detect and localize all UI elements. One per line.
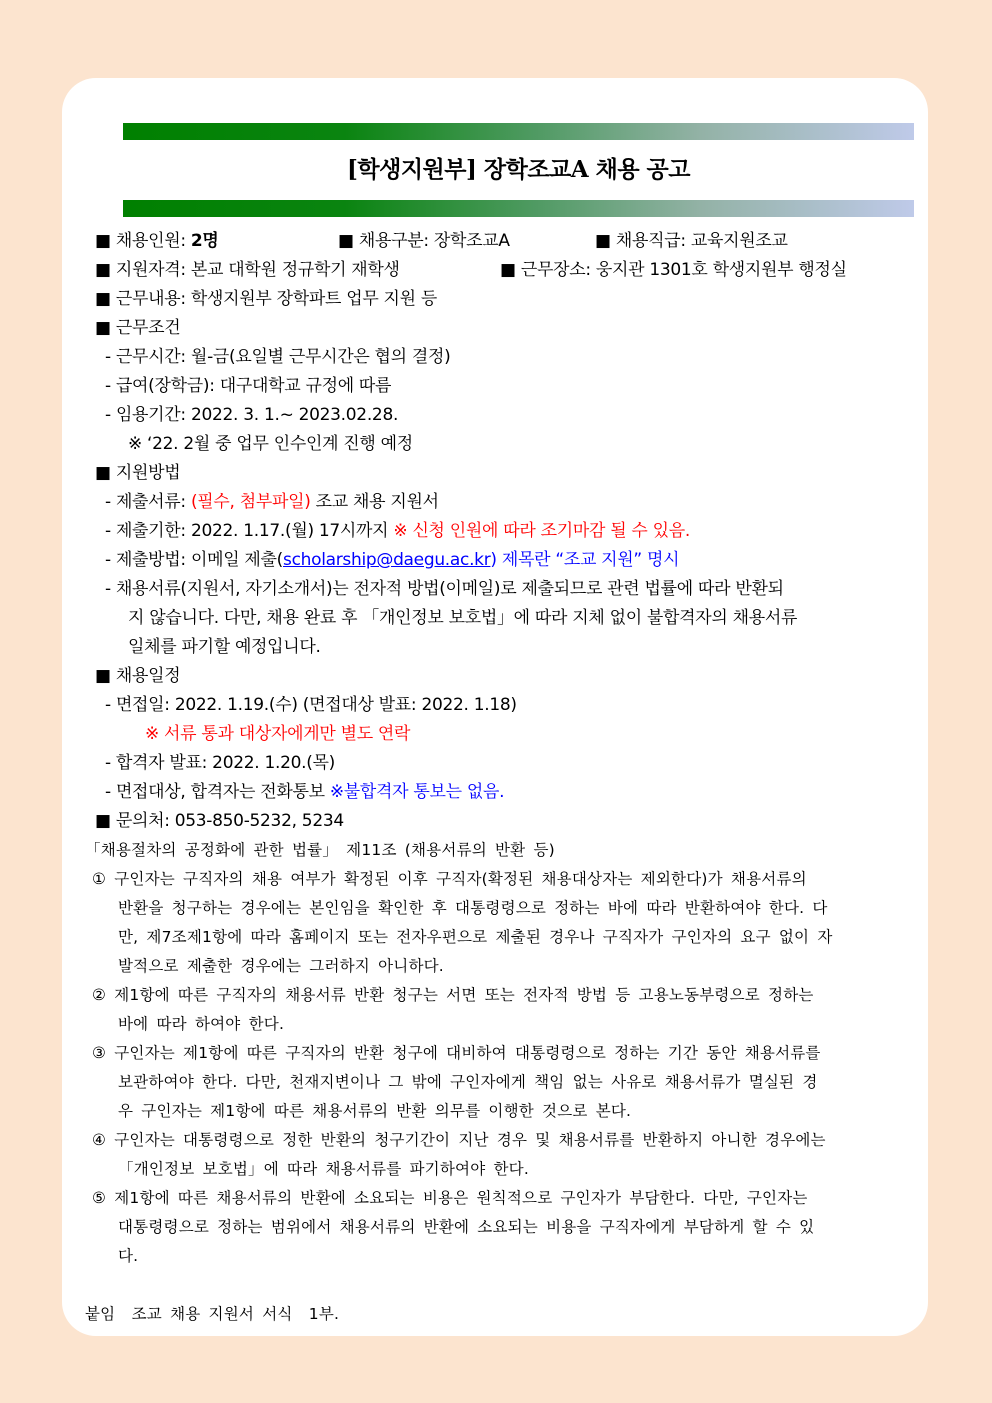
return-policy-line-2: 지 않습니다. 다만, 채용 완료 후 「개인정보 보호법」에 따라 지체 없이 불합격자의 채용서류: [128, 608, 798, 628]
field-notify: [95, 778, 910, 807]
field-pay: - 급여(장학금): 대구대학교 규정에 따름: [105, 376, 392, 396]
interview-note: ※ 서류 통과 대상자에게만 별도 연락: [145, 724, 411, 744]
law-line: 대통령령으로 정하는 범위에서 채용서류의 반환에 소요되는 비용을 구직자에게 부담하게 할 수 있: [118, 1218, 815, 1236]
law-line: ② 제1항에 따른 구직자의 채용서류 반환 청구는 서면 또는 전자적 방법 등 고용노동부령으로 정하는: [92, 986, 814, 1004]
field-recruit-type: ■ 채용구분: 장학조교A: [338, 231, 510, 251]
field-interview-date: - 면접일: 2022. 1.19.(수) (면접대상 발표: 2022. 1.18): [105, 695, 517, 715]
deadline-label: - 제출기한: 2022. 1.17.(월) 17시까지: [105, 521, 394, 541]
field-recruit-grade: ■ 채용직급: 교육지원조교: [595, 231, 788, 251]
field-result-date: - 합격자 발표: 2022. 1.20.(목): [105, 753, 335, 773]
law-line: 우 구인자는 제1항에 따른 채용서류의 반환 의무를 이행한 것으로 본다.: [118, 1102, 632, 1120]
field-duty: ■ 근무내용: 학생지원부 장학파트 업무 지원 등: [95, 289, 438, 309]
field-work-location: ■ 근무장소: 웅지관 1301호 학생지원부 행정실: [500, 260, 847, 280]
law-line: 만, 제7조제1항에 따라 홈페이지 또는 전자우편으로 제출된 경우나 구직자가 구인자의 요구 없이 자: [118, 928, 833, 946]
law-line: ③ 구인자는 제1항에 따른 구직자의 반환 청구에 대비하여 대통령령으로 정하는 기간 동안 채용서류를: [92, 1044, 821, 1062]
law-line: 보관하여야 한다. 다만, 천재지변이나 그 밖에 구인자에게 책임 없는 사유로 채용서류가 멸실된 경: [118, 1073, 818, 1091]
notice-title: [학생지원부] 장학조교A 채용 공고: [347, 156, 690, 183]
law-line: 반환을 청구하는 경우에는 본인임을 확인한 후 대통령령으로 정하는 바에 따라 반환하여야 한다. 다: [118, 899, 828, 917]
gradient-bar-bottom: [123, 200, 914, 217]
law-line: ④ 구인자는 대통령령으로 정한 반환의 청구기간이 지난 경우 및 채용서류를 반환하지 아니한 경우에는: [92, 1131, 826, 1149]
law-line: 발적으로 제출한 경우에는 그러하지 아니하다.: [118, 957, 444, 975]
field-term: - 임용기간: 2022. 3. 1.~ 2023.02.28.: [105, 405, 399, 425]
conditions-header: ■ 근무조건: [95, 318, 181, 338]
spacer-line: [95, 1271, 910, 1300]
field-docs: [95, 488, 910, 517]
return-policy-line-1: - 채용서류(지원서, 자기소개서)는 전자적 방법(이메일)로 제출되므로 관련 법률에 따라 반환되: [105, 579, 784, 599]
schedule-header: ■ 채용일정: [95, 666, 181, 686]
field-eligibility: ■ 지원자격: 본교 대학원 정규학기 재학생: [95, 260, 400, 280]
field-deadline: [95, 517, 910, 546]
notice-card: [62, 78, 928, 1336]
email-link[interactable]: scholarship@daegu.ac.kr: [283, 550, 491, 570]
method-suffix: ) 제목란 “조교 지원” 명시: [490, 550, 680, 570]
law-line: ① 구인자는 구직자의 채용 여부가 확정된 이후 구직자(확정된 채용대상자는 제외한다)가 채용서류의: [92, 870, 807, 888]
recruit-count-value: 2명: [190, 231, 219, 251]
notify-note: ※불합격자 통보는 없음.: [329, 782, 505, 802]
summary-row-1: [95, 227, 910, 256]
apply-header: ■ 지원방법: [95, 463, 181, 483]
field-contact: ■ 문의처: 053-850-5232, 5234: [95, 811, 344, 831]
law-line: 「개인정보 보호법」에 따라 채용서류를 파기하여야 한다.: [118, 1160, 529, 1178]
method-label: - 제출방법: 이메일 제출(: [105, 550, 284, 570]
recruit-count-label: ■ 채용인원:: [95, 231, 191, 251]
summary-row-2: [95, 256, 910, 285]
docs-label: - 제출서류:: [105, 492, 191, 512]
return-policy-line-3: 일체를 파기할 예정입니다.: [128, 637, 321, 657]
attachment-note: 붙임 조교 채용 지원서 서식 1부.: [85, 1305, 340, 1323]
docs-value: 조교 채용 지원서: [310, 492, 439, 512]
field-work-hours: - 근무시간: 월-금(요일별 근무시간은 협의 결정): [105, 347, 451, 367]
field-method: [95, 546, 910, 575]
notify-label: - 면접대상, 합격자는 전화통보: [105, 782, 330, 802]
law-line: 바에 따라 하여야 한다.: [118, 1015, 285, 1033]
field-term-note: ※ ‘22. 2월 중 업무 인수인계 진행 예정: [128, 434, 413, 454]
docs-required-note: (필수, 첨부파일): [190, 492, 311, 512]
law-line: ⑤ 제1항에 따른 채용서류의 반환에 소요되는 비용은 원칙적으로 구인자가 부담한다. 다만, 구인자는: [92, 1189, 808, 1207]
gradient-bar-top: [123, 123, 914, 140]
field-recruit-count: [95, 227, 338, 256]
deadline-warning: ※ 신청 인원에 따라 조기마감 될 수 있음.: [393, 521, 690, 541]
law-heading: 「채용절차의 공정화에 관한 법률」 제11조 (채용서류의 반환 등): [85, 841, 555, 859]
law-line: 다.: [118, 1247, 139, 1265]
notice-body: [85, 227, 910, 1329]
